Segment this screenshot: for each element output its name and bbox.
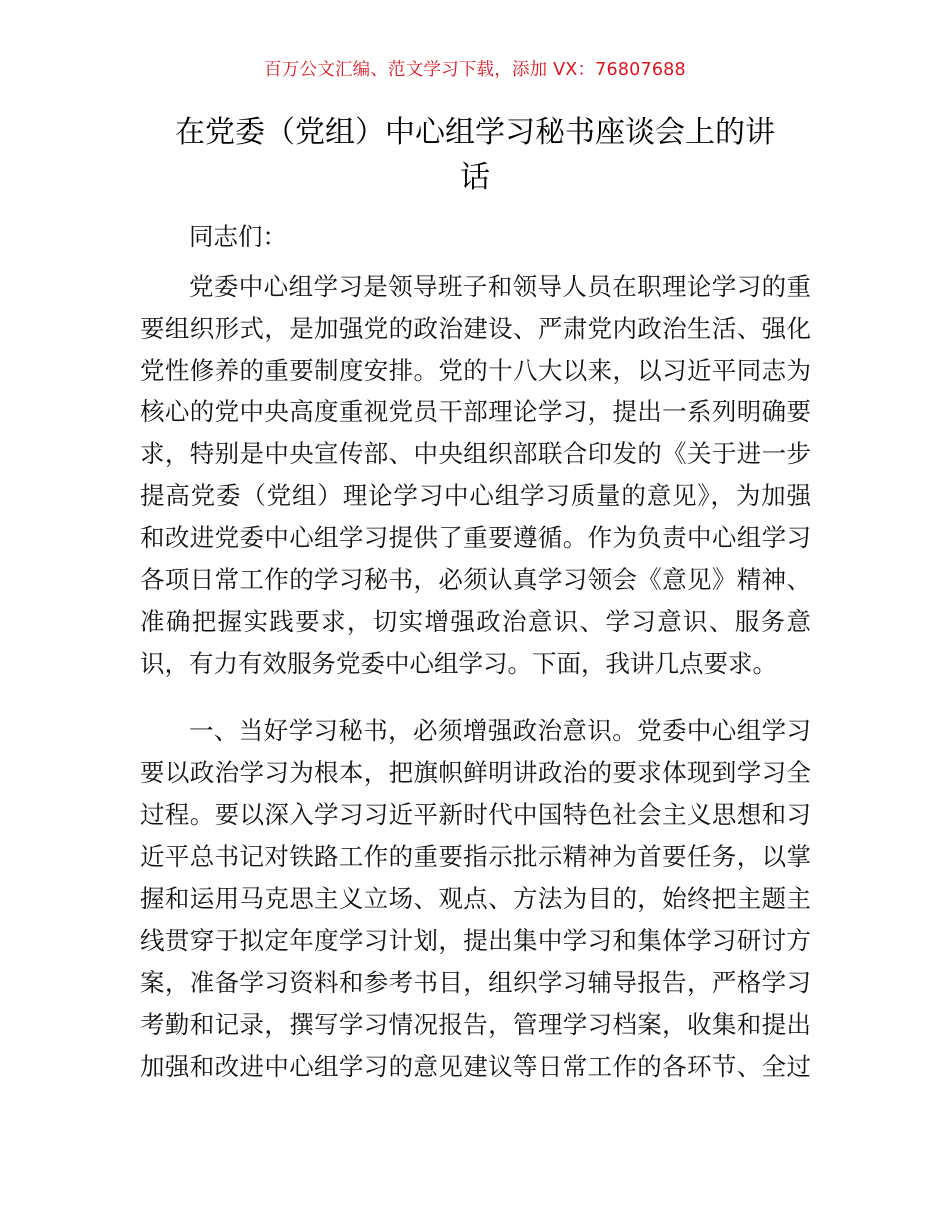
paragraph-line: 要以政治学习为根本，把旗帜鲜明讲政治的要求体现到学习全	[140, 758, 811, 787]
paragraph-line: 过程。要以深入学习习近平新时代中国特色社会主义思想和习	[140, 800, 811, 829]
paragraph-line: 加强和改进中心组学习的意见建议等日常工作的各环节、全过	[140, 1052, 811, 1081]
paragraph-line: 核心的党中央高度重视党员干部理论学习，提出一系列明确要	[140, 397, 811, 426]
paragraph-line: 线贯穿于拟定年度学习计划，提出集中学习和集体学习研讨方	[140, 926, 811, 955]
paragraph-line: 各项日常工作的学习秘书，必须认真学习领会《意见》精神、	[140, 565, 811, 594]
paragraph-line: 考勤和记录，撰写学习情况报告，管理学习档案，收集和提出	[140, 1010, 811, 1039]
salutation: 同志们：	[189, 222, 287, 251]
paragraph-line: 识，有力有效服务党委中心组学习。下面，我讲几点要求。	[140, 649, 777, 678]
paragraph-line: 党性修养的重要制度安排。党的十八大以来，以习近平同志为	[140, 356, 811, 385]
paragraph-line: 求，特别是中央宣传部、中央组织部联合印发的《关于进一步	[140, 439, 811, 468]
document-title-line-1: 在党委（党组）中心组学习秘书座谈会上的讲	[175, 115, 775, 150]
paragraph-line: 握和运用马克思主义立场、观点、方法为目的，始终把主题主	[140, 884, 811, 913]
paragraph-line: 提高党委（党组）理论学习中心组学习质量的意见》，为加强	[140, 481, 811, 510]
paragraph-line: 要组织形式，是加强党的政治建设、严肃党内政治生活、强化	[140, 314, 811, 343]
paragraph-line: 党委中心组学习是领导班子和领导人员在职理论学习的重	[189, 272, 811, 301]
paragraph-line: 和改进党委中心组学习提供了重要遵循。作为负责中心组学习	[140, 523, 811, 552]
paragraph-line: 案，准备学习资料和参考书目，组织学习辅导报告，严格学习	[140, 968, 811, 997]
paragraph-line: 近平总书记对铁路工作的重要指示批示精神为首要任务，以掌	[140, 842, 811, 871]
watermark-header: 百万公文汇编、范文学习下载，添加 VX：76807688	[264, 60, 686, 80]
document-title-line-2: 话	[460, 160, 490, 195]
paragraph-line: 准确把握实践要求，切实增强政治意识、学习意识、服务意	[140, 607, 811, 636]
paragraph-line: 一、当好学习秘书，必须增强政治意识。党委中心组学习	[189, 716, 811, 745]
